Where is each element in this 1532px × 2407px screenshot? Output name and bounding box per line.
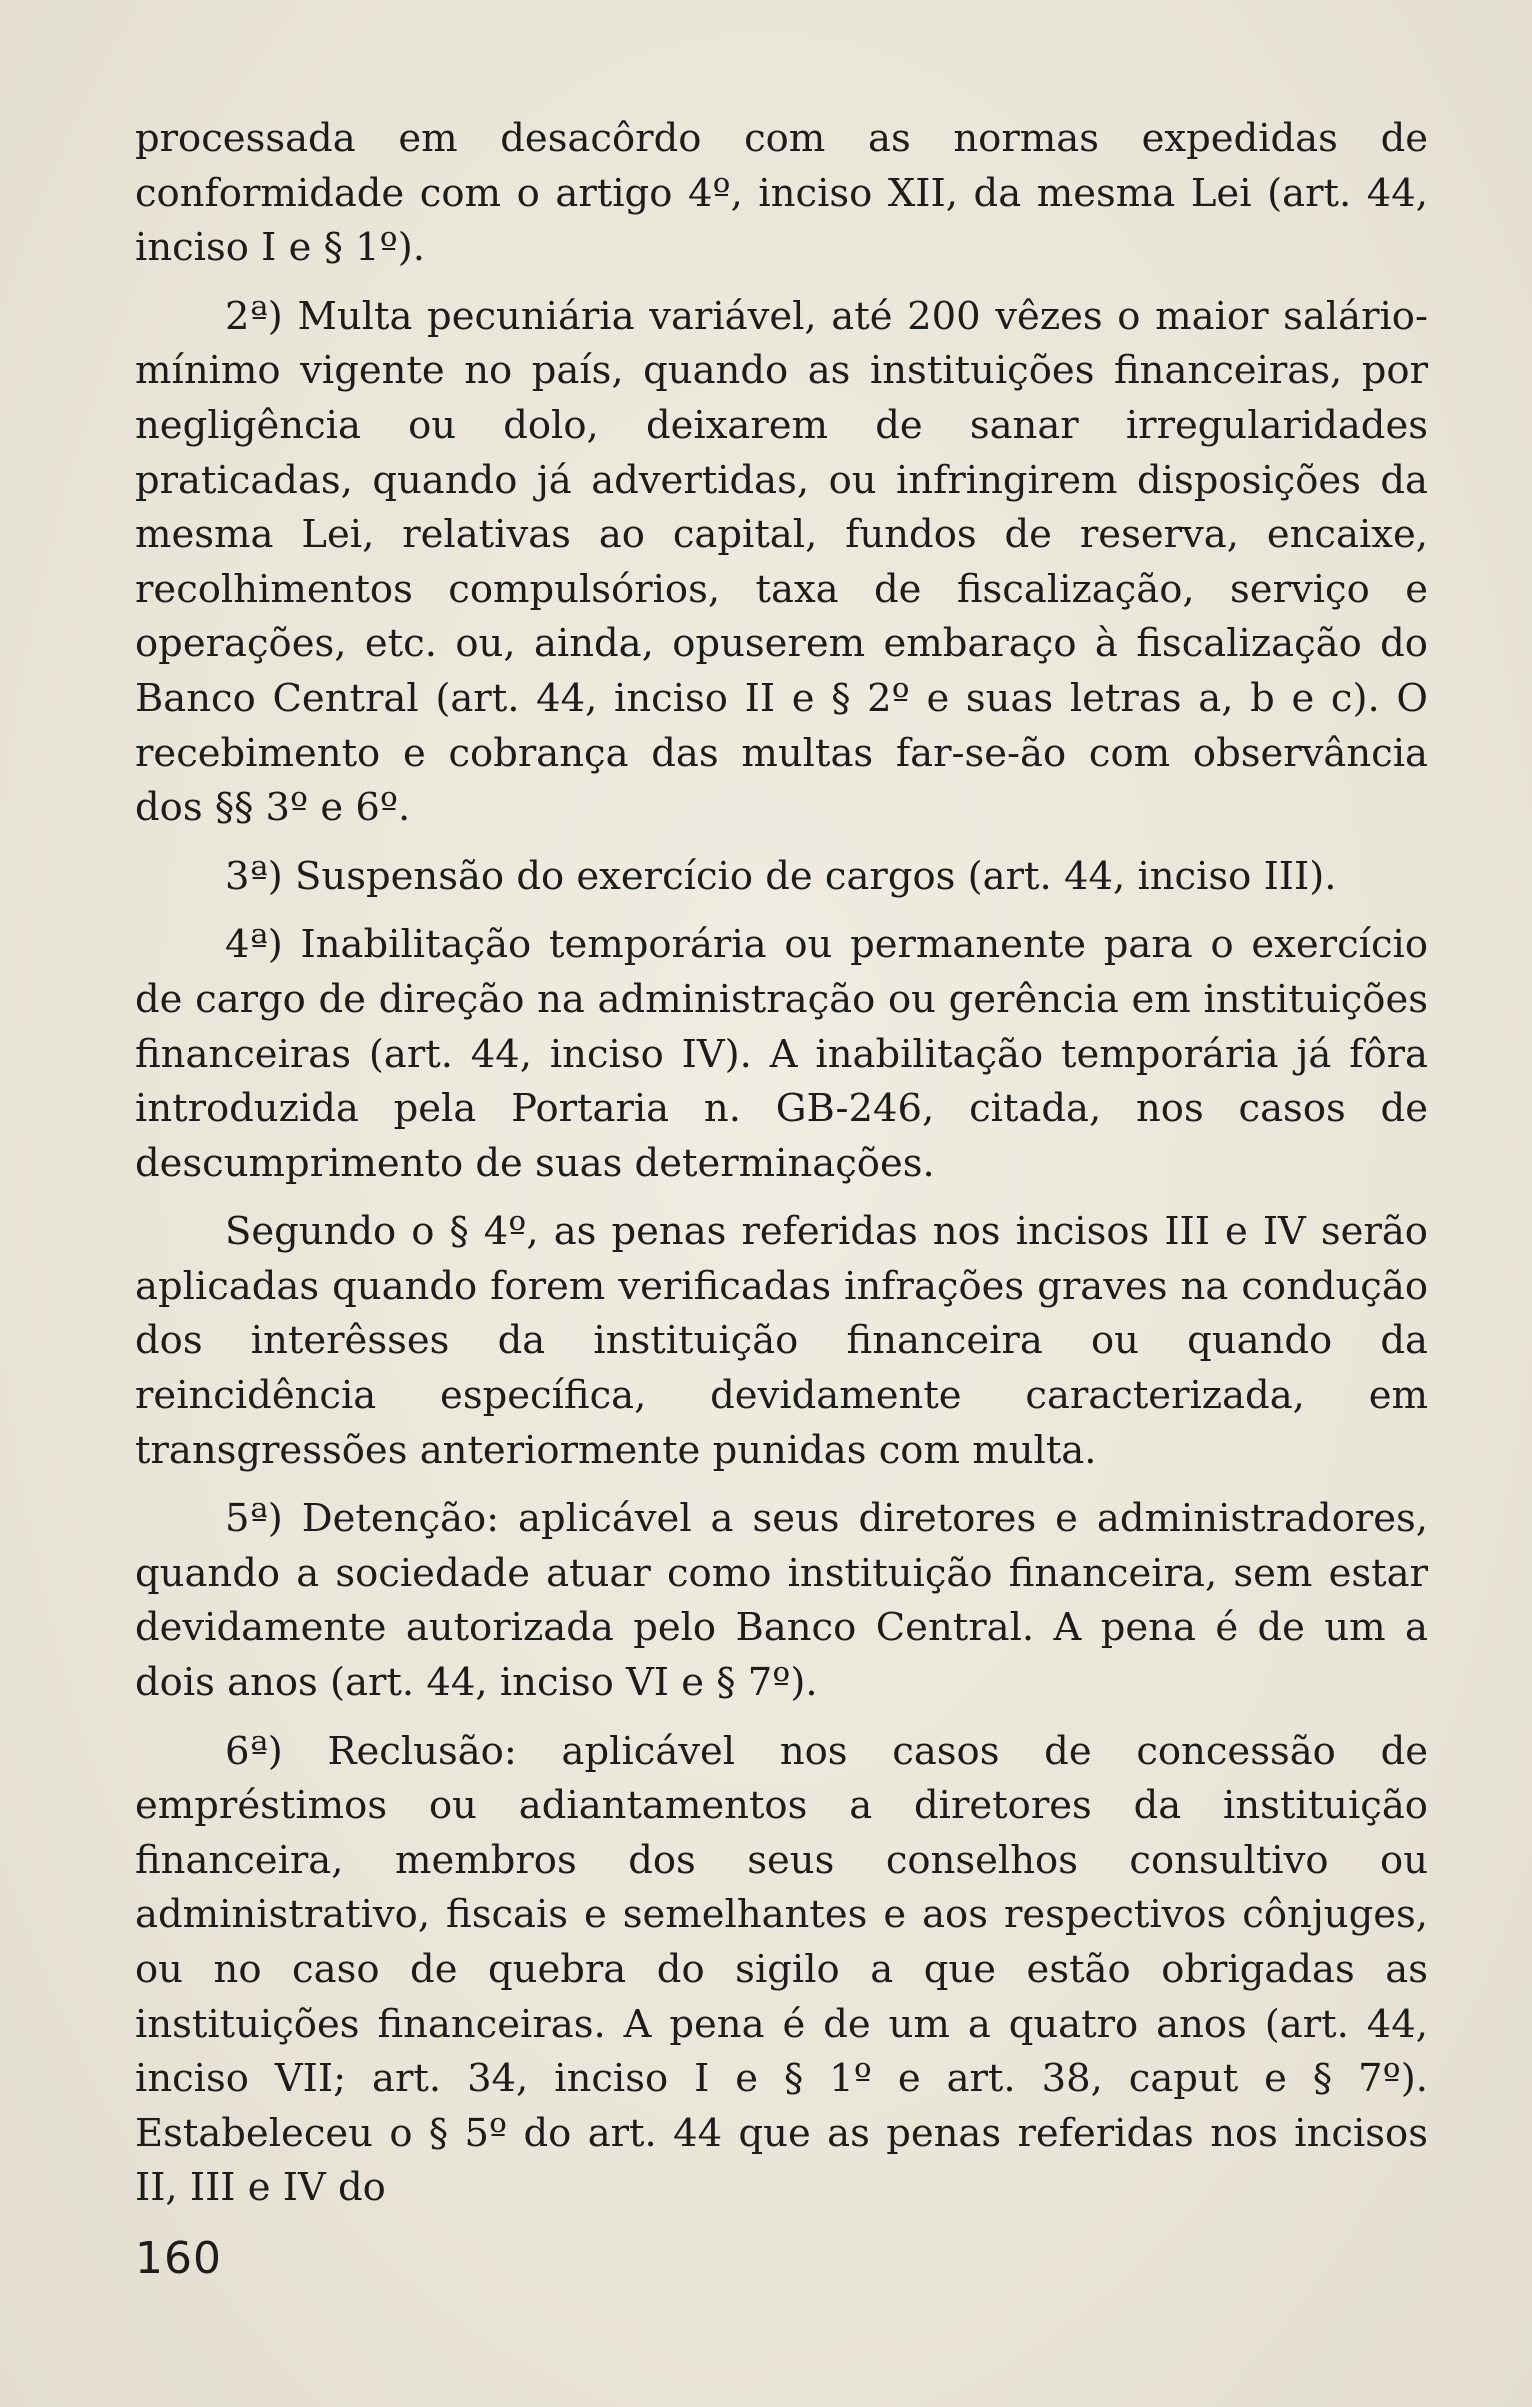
paragraph-continuation: processada em desacôrdo com as normas expedidas de conformidade com o artigo 4º, inciso XII, da mesma Lei (art. 44, inciso I e § 1º). bbox=[135, 116, 1428, 271]
page-number: 160 bbox=[135, 2233, 222, 2284]
paragraph-section-4-note: Segundo o § 4º, as penas referidas nos incisos III e IV serão aplicadas quando forem verificadas infrações graves na condução dos interêsses da instituição financeira ou quando da reincidência específica, devidamente caracterizada, em transgressões anteriormente punidas com multa. bbox=[135, 1209, 1428, 1473]
paragraph-item-5: 5ª) Detenção: aplicável a seus diretores e administradores, quando a sociedade atuar como instituição financeira, sem estar devidamente autorizada pelo Banco Central. A pena é de um a dois anos (art. 44, inciso VI e § 7º). bbox=[135, 1496, 1428, 1706]
paragraph-item-2: 2ª) Multa pecuniária variável, até 200 vêzes o maior salário-mínimo vigente no país, quando as instituições financeiras, por negligência ou dolo, deixarem de sanar irregularidades praticadas, quando já advertidas, ou infringirem disposições da mesma Lei, relativas ao capital, fundos de reserva, encaixe, recolhimentos compulsórios, taxa de fiscalização, serviço e operações, etc. ou, ainda, opuserem embaraço à fiscalização do Banco Central (art. 44, inciso II e § 2º e suas letras a, b e c). O recebimento e cobrança das multas far-se-ão com observância dos §§ 3º e 6º. bbox=[135, 293, 1428, 831]
paragraph-item-3: 3ª) Suspensão do exercício de cargos (art. 44, inciso III). bbox=[225, 853, 1337, 899]
paragraph-item-4: 4ª) Inabilitação temporária ou permanente para o exercício de cargo de direção na administração ou gerência em instituições financeiras (art. 44, inciso IV). A inabilitação temporária já fôra introduzida pela Portaria n. GB-246, citada, nos casos de descumprimento de suas determinações. bbox=[135, 922, 1428, 1186]
paragraph-item-6: 6ª) Reclusão: aplicável nos casos de concessão de empréstimos ou adiantamentos a diretores da instituição financeira, membros dos seus conselhos consultivo ou administrativo, fiscais e semelhantes e aos respectivos cônjuges, ou no caso de quebra do sigilo a que estão obrigadas as instituições financeiras. A pena é de um a quatro anos (art. 44, inciso VII; art. 34, inciso I e § 1º e art. 38, caput e § 7º). Estabeleceu o § 5º do art. 44 que as penas referidas nos incisos II, III e IV do bbox=[135, 1728, 1428, 2211]
body-text bbox=[135, 112, 1428, 2230]
